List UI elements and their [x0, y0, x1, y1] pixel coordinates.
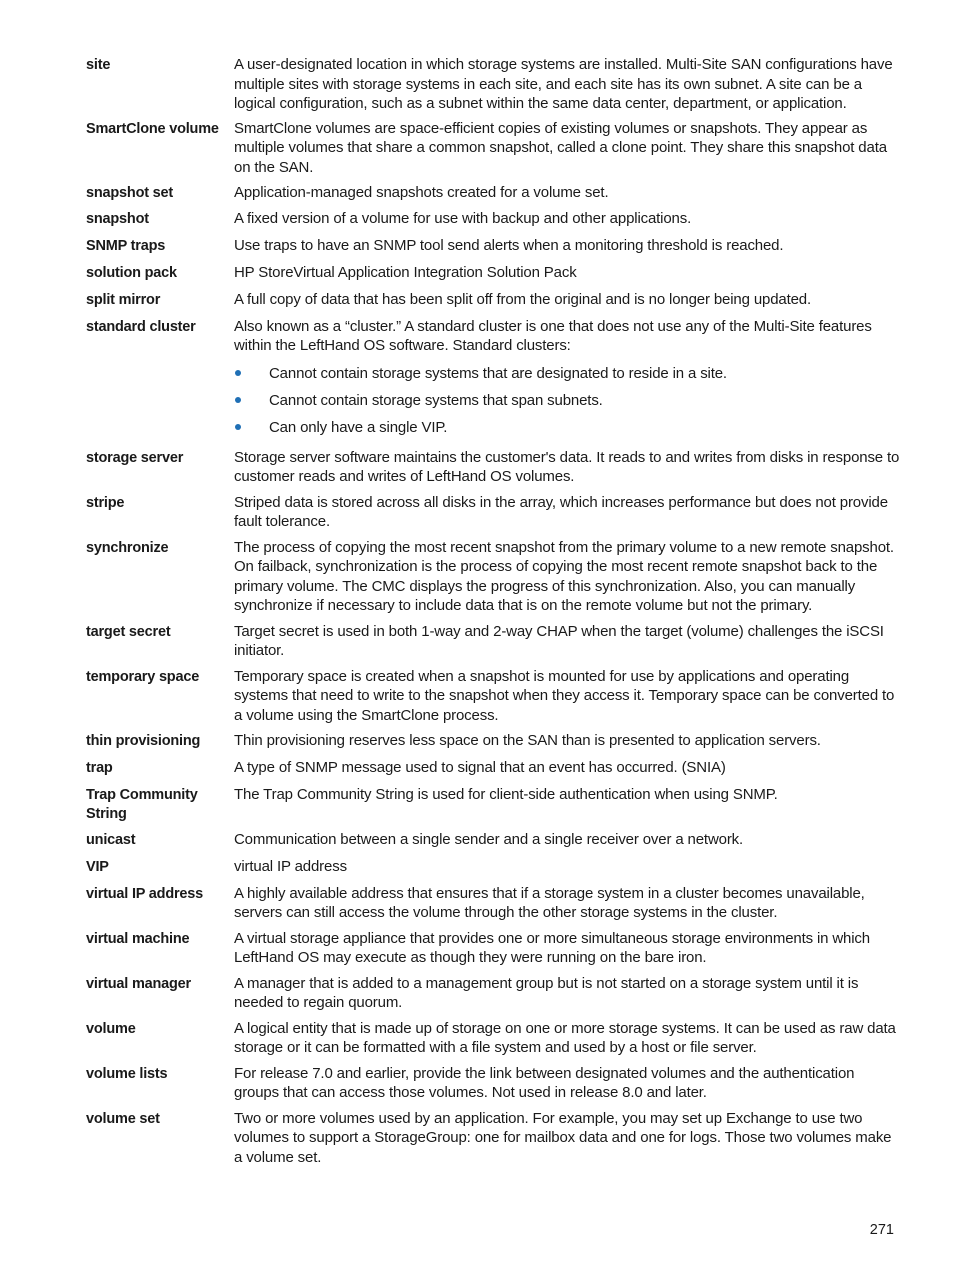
glossary-entry — [86, 538, 901, 616]
bullet-icon — [235, 424, 241, 430]
glossary-term: virtual machine — [86, 930, 190, 947]
glossary-definition: Thin provisioning reserves less space on the SAN than is presented to application servers. — [234, 732, 821, 749]
glossary-term: snapshot — [86, 211, 149, 227]
bullet-list — [234, 364, 901, 438]
glossary-definition: Target secret is used in both 1-way and 2-way CHAP when the target (volume) challenges the iSCSI initiator. — [234, 622, 884, 659]
glossary-term: storage server — [86, 449, 184, 466]
glossary-term: temporary space — [86, 668, 200, 685]
bullet-item — [234, 364, 901, 384]
glossary-definition: SmartClone volumes are space-efficient copies of existing volumes or snapshots. They appear as multiple volumes that share a common snapshot, called a clone point. They share this snapshot data on the SAN. — [234, 119, 887, 176]
glossary-entry — [86, 448, 901, 487]
glossary-term: Trap Community String — [86, 786, 198, 822]
bullet-icon — [235, 370, 241, 376]
glossary-term: virtual manager — [86, 975, 191, 992]
glossary-term: VIP — [86, 859, 109, 875]
glossary-entry — [86, 119, 901, 178]
glossary-definition: A highly available address that ensures that if a storage system in a cluster becomes unavailable, servers can still access the volume through the other storage systems in the cluster. — [234, 884, 865, 921]
glossary-term: unicast — [86, 832, 136, 848]
glossary-term: target secret — [86, 623, 171, 640]
glossary-term: volume — [86, 1020, 136, 1037]
glossary-definition: A manager that is added to a management group but is not started on a storage system until it is needed to regain quorum. — [234, 974, 859, 1011]
glossary-entry — [86, 493, 901, 532]
glossary-term: split mirror — [86, 291, 161, 308]
glossary-entry — [86, 55, 901, 114]
bullet-text: Cannot contain storage systems that are designated to reside in a site. — [269, 364, 727, 382]
glossary-definition: For release 7.0 and earlier, provide the link between designated volumes and the authentication groups that can access those volumes. Not used in release 8.0 and later. — [234, 1064, 855, 1101]
glossary-entry — [86, 183, 901, 204]
glossary-entry — [86, 317, 901, 445]
glossary-definition: Use traps to have an SNMP tool send alerts when a monitoring threshold is reached. — [234, 237, 784, 254]
glossary-entry — [86, 622, 901, 661]
glossary-entry — [86, 209, 901, 230]
glossary-entry — [86, 785, 901, 825]
glossary-definition: A full copy of data that has been split off from the original and is no longer being updated. — [234, 290, 812, 308]
bullet-item — [234, 418, 901, 438]
glossary-entry — [86, 263, 901, 284]
glossary-definition: A type of SNMP message used to signal that an event has occurred. (SNIA) — [234, 758, 726, 776]
glossary-entry — [86, 236, 901, 257]
glossary-entry — [86, 830, 901, 851]
glossary-definition: virtual IP address — [234, 858, 347, 875]
glossary-definition: A user-designated location in which storage systems are installed. Multi-Site SAN configurations have multiple sites with storage systems in each site, and each site has its own subnet. A site can be a logical configuration, such as a subnet within the same data center, department, or application. — [234, 56, 893, 112]
glossary-definition: A fixed version of a volume for use with backup and other applications. — [234, 210, 692, 227]
glossary-definition: Storage server software maintains the customer's data. It reads to and writes from disks in response to customer reads and writes of LeftHand OS volumes. — [234, 448, 900, 485]
glossary-term: thin provisioning — [86, 733, 201, 749]
glossary-term: standard cluster — [86, 318, 196, 335]
glossary-term: synchronize — [86, 539, 169, 556]
glossary-definition: Two or more volumes used by an application. For example, you may set up Exchange to use two volumes to support a StorageGroup: one for mailbox data and one for logs. Those two volumes make a volume set. — [234, 1109, 892, 1166]
glossary-term: SmartClone volume — [86, 120, 219, 137]
glossary-definition: The process of copying the most recent snapshot from the primary volume to a new remote snapshot. On failback, synchronization is the process of copying the most recent remote snapshot back to the primary volume. The CMC displays the progress of this synchronization. Also, you can manually synchronize if necessary to include data that is on the remote volume but not the primary. — [234, 538, 894, 614]
bullet-text: Cannot contain storage systems that span subnets. — [269, 391, 603, 409]
glossary-entry — [86, 1109, 901, 1168]
glossary-definition: The Trap Community String is used for client-side authentication when using SNMP. — [234, 785, 778, 803]
glossary-entry — [86, 857, 901, 878]
glossary-entry — [86, 929, 901, 968]
glossary-term: virtual IP address — [86, 885, 204, 902]
glossary-definition: Application-managed snapshots created for a volume set. — [234, 184, 609, 201]
glossary-entry — [86, 1064, 901, 1103]
glossary-entry — [86, 731, 901, 752]
glossary-definition: HP StoreVirtual Application Integration Solution Pack — [234, 264, 577, 281]
glossary-definition: A virtual storage appliance that provides one or more simultaneous storage environments in which LeftHand OS may execute as though they were running on the bare iron. — [234, 929, 870, 966]
page-number: 271 — [869, 1222, 894, 1238]
glossary-term: solution pack — [86, 265, 177, 281]
glossary-definition: A logical entity that is made up of storage on one or more storage systems. It can be used as raw data storage or it can be formatted with a file system and used by a host or file server. — [234, 1019, 896, 1056]
glossary-term: snapshot set — [86, 185, 174, 201]
glossary-entry — [86, 667, 901, 726]
glossary-definition: Temporary space is created when a snapshot is mounted for use by applications and operating systems that need to write to the snapshot when they access it. Temporary space can be converted to a volume using the SmartClone process. — [234, 667, 895, 724]
bullet-item — [234, 391, 901, 411]
glossary-term: volume lists — [86, 1065, 168, 1082]
glossary-entry — [86, 974, 901, 1013]
glossary-term: trap — [86, 759, 113, 776]
bullet-text: Can only have a single VIP. — [269, 418, 448, 436]
glossary-term: site — [86, 57, 111, 73]
bullet-icon — [235, 397, 241, 403]
glossary-entry — [86, 290, 901, 311]
glossary-entry — [86, 1019, 901, 1058]
glossary-term: SNMP traps — [86, 238, 166, 254]
glossary-entry — [86, 758, 901, 779]
glossary-definition — [234, 317, 901, 445]
glossary-entry — [86, 884, 901, 923]
glossary-list — [86, 55, 901, 1167]
glossary-definition-text: Also known as a “cluster.” A standard cluster is one that does not use any of the Multi-Site features within the LeftHand OS software. Standard clusters: — [234, 317, 872, 354]
glossary-term: volume set — [86, 1110, 160, 1127]
glossary-definition: Striped data is stored across all disks in the array, which increases performance but does not provide fault tolerance. — [234, 493, 888, 530]
glossary-term: stripe — [86, 494, 125, 511]
glossary-definition: Communication between a single sender and a single receiver over a network. — [234, 831, 744, 848]
